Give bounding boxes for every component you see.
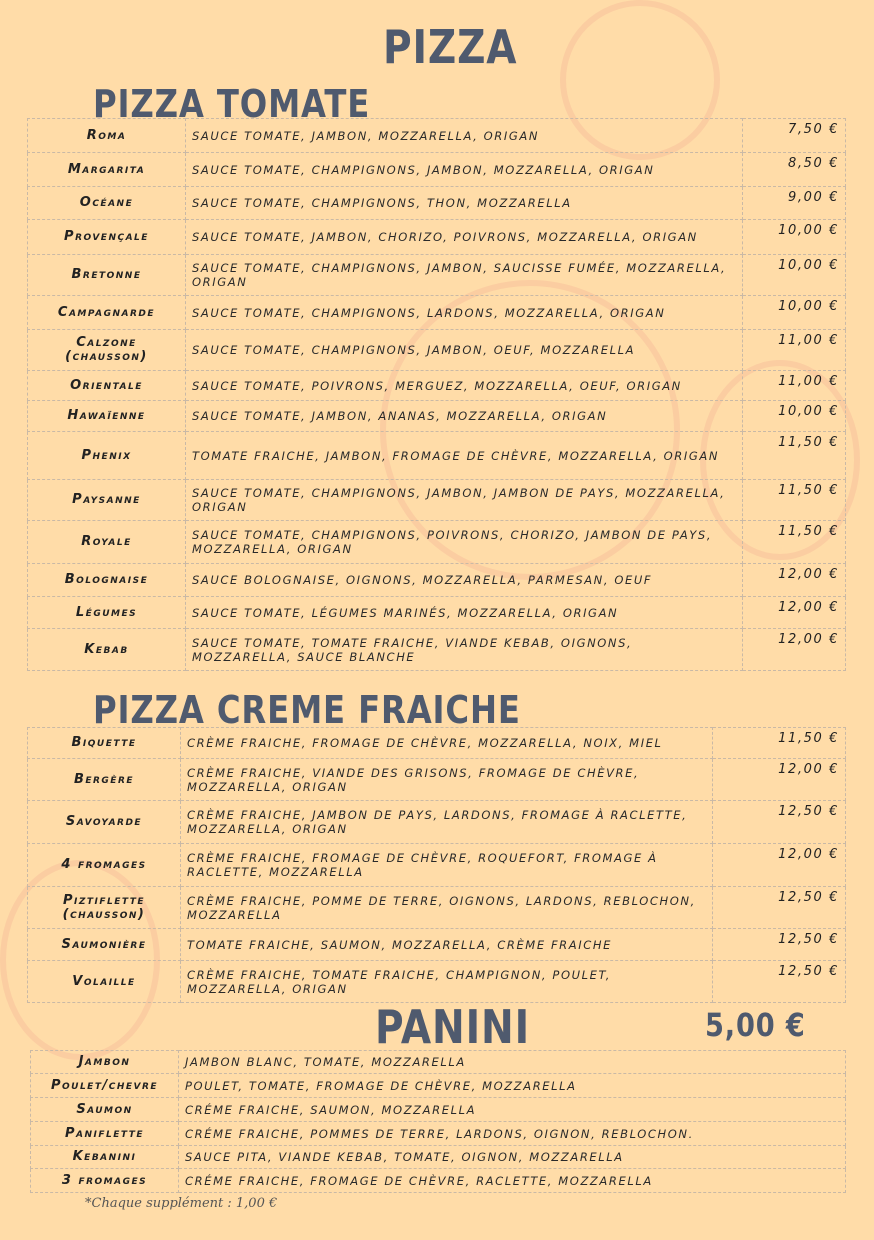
menu-row — [28, 929, 846, 961]
menu-row — [28, 330, 846, 371]
item-price: 11,50 € — [743, 521, 846, 564]
item-description: TOMATE FRAICHE, SAUMON, MOZZARELLA, CRÈME FRAICHE — [181, 929, 713, 961]
item-description: CRÈME FRAICHE, JAMBON DE PAYS, LARDONS, FROMAGE À RACLETTE, MOZZARELLA, ORIGAN — [181, 801, 713, 844]
item-price: 12,50 € — [713, 801, 846, 844]
item-name: Saumon — [31, 1098, 179, 1122]
item-description: CRÉME FRAICHE, SAUMON, MOZZARELLA — [179, 1098, 846, 1122]
item-name: Orientale — [28, 371, 186, 401]
item-description: SAUCE BOLOGNAISE, OIGNONS, MOZZARELLA, PARMESAN, OEUF — [186, 564, 743, 597]
item-price: 10,00 € — [743, 220, 846, 255]
menu-row — [28, 187, 846, 220]
item-name: Bolognaise — [28, 564, 186, 597]
menu-row — [28, 564, 846, 597]
item-description: SAUCE TOMATE, POIVRONS, MERGUEZ, MOZZARELLA, OEUF, ORIGAN — [186, 371, 743, 401]
item-name: Poulet/chevre — [31, 1074, 179, 1098]
item-name: Saumonière — [28, 929, 181, 961]
item-description: CRÈME FRAICHE, VIANDE DES GRISONS, FROMAGE DE CHÈVRE, MOZZARELLA, ORIGAN — [181, 759, 713, 801]
menu-row — [28, 728, 846, 759]
item-name: Légumes — [28, 597, 186, 629]
item-description: SAUCE TOMATE, JAMBON, CHORIZO, POIVRONS, MOZZARELLA, ORIGAN — [186, 220, 743, 255]
item-name: Kebanini — [31, 1146, 179, 1169]
menu-row — [28, 887, 846, 929]
item-name: Océane — [28, 187, 186, 220]
item-price: 11,00 € — [743, 330, 846, 371]
item-description: SAUCE TOMATE, CHAMPIGNONS, JAMBON, OEUF, MOZZARELLA — [186, 330, 743, 371]
item-price: 11,00 € — [743, 371, 846, 401]
pizza-creme-table — [27, 727, 846, 1003]
item-name: Volaille — [28, 961, 181, 1003]
menu-row — [28, 401, 846, 432]
item-description: CRÈME FRAICHE, FROMAGE DE CHÈVRE, ROQUEFORT, FROMAGE À RACLETTE, MOZZARELLA — [181, 844, 713, 887]
item-name: 4 fromages — [28, 844, 181, 887]
item-description: SAUCE TOMATE, CHAMPIGNONS, JAMBON, MOZZARELLA, ORIGAN — [186, 153, 743, 187]
item-name: Bretonne — [28, 255, 186, 296]
item-name: Paysanne — [28, 480, 186, 521]
item-name: Biquette — [28, 728, 181, 759]
menu-row — [28, 153, 846, 187]
item-price: 12,00 € — [713, 844, 846, 887]
item-price: 10,00 € — [743, 401, 846, 432]
menu-row — [31, 1098, 846, 1122]
item-name: Hawaïenne — [28, 401, 186, 432]
item-description: CRÈME FRAICHE, FROMAGE DE CHÈVRE, MOZZARELLA, NOIX, MIEL — [181, 728, 713, 759]
item-description: SAUCE TOMATE, CHAMPIGNONS, JAMBON, SAUCISSE FUMÉE, MOZZARELLA, ORIGAN — [186, 255, 743, 296]
menu-row — [28, 296, 846, 330]
item-name: 3 fromages — [31, 1169, 179, 1193]
item-price: 11,50 € — [713, 728, 846, 759]
item-name: Phenix — [28, 432, 186, 480]
item-description: SAUCE TOMATE, LÉGUMES MARINÉS, MOZZARELLA, ORIGAN — [186, 597, 743, 629]
pizza-tomate-table — [27, 118, 846, 671]
menu-row — [28, 220, 846, 255]
item-name: Margarita — [28, 153, 186, 187]
item-price: 12,00 € — [743, 629, 846, 671]
item-description: SAUCE TOMATE, CHAMPIGNONS, JAMBON, JAMBON DE PAYS, MOZZARELLA, ORIGAN — [186, 480, 743, 521]
item-name: Paniflette — [31, 1122, 179, 1146]
menu-row — [28, 844, 846, 887]
item-name: Savoyarde — [28, 801, 181, 844]
menu-row — [28, 597, 846, 629]
menu-row — [28, 255, 846, 296]
item-description: CRÈME FRAICHE, POMME DE TERRE, OIGNONS, LARDONS, REBLOCHON, MOZZARELLA — [181, 887, 713, 929]
item-description: SAUCE TOMATE, TOMATE FRAICHE, VIANDE KEBAB, OIGNONS, MOZZARELLA, SAUCE BLANCHE — [186, 629, 743, 671]
item-price: 8,50 € — [743, 153, 846, 187]
menu-row — [28, 961, 846, 1003]
item-description: POULET, TOMATE, FROMAGE DE CHÈVRE, MOZZARELLA — [179, 1074, 846, 1098]
panini-table — [30, 1050, 846, 1193]
item-price: 12,00 € — [743, 597, 846, 629]
item-price: 10,00 € — [743, 255, 846, 296]
section-title-tomate: PIZZA TOMATE — [93, 82, 371, 126]
menu-row — [28, 521, 846, 564]
item-name: Campagnarde — [28, 296, 186, 330]
menu-row — [28, 629, 846, 671]
menu-row — [28, 801, 846, 844]
item-name: Bergère — [28, 759, 181, 801]
item-name: Royale — [28, 521, 186, 564]
item-description: CRÉME FRAICHE, FROMAGE DE CHÈVRE, RACLETTE, MOZZARELLA — [179, 1169, 846, 1193]
item-description: CRÉME FRAICHE, POMMES DE TERRE, LARDONS, OIGNON, REBLOCHON. — [179, 1122, 846, 1146]
item-price: 12,00 € — [713, 759, 846, 801]
section-title-panini: PANINI — [375, 1000, 530, 1054]
section-title-creme: PIZZA CREME FRAICHE — [93, 688, 521, 732]
item-description: SAUCE TOMATE, JAMBON, MOZZARELLA, ORIGAN — [186, 119, 743, 153]
menu-row — [31, 1169, 846, 1193]
item-description: TOMATE FRAICHE, JAMBON, FROMAGE DE CHÈVRE, MOZZARELLA, ORIGAN — [186, 432, 743, 480]
item-price: 12,50 € — [713, 929, 846, 961]
menu-row — [28, 119, 846, 153]
menu-row — [28, 371, 846, 401]
panini-price: 5,00 € — [705, 1006, 806, 1044]
item-name: Kebab — [28, 629, 186, 671]
item-name: Roma — [28, 119, 186, 153]
item-price: 12,50 € — [713, 961, 846, 1003]
item-description: CRÈME FRAICHE, TOMATE FRAICHE, CHAMPIGNON, POULET, MOZZARELLA, ORIGAN — [181, 961, 713, 1003]
item-description: SAUCE PITA, VIANDE KEBAB, TOMATE, OIGNON, MOZZARELLA — [179, 1146, 846, 1169]
item-description: JAMBON BLANC, TOMATE, MOZZARELLA — [179, 1051, 846, 1074]
supplement-note: *Chaque supplément : 1,00 € — [85, 1196, 278, 1211]
page-title: PIZZA — [383, 20, 518, 74]
item-name: Calzone (chausson) — [28, 330, 186, 371]
item-price: 10,00 € — [743, 296, 846, 330]
item-name: Provençale — [28, 220, 186, 255]
menu-row — [28, 759, 846, 801]
item-price: 11,50 € — [743, 480, 846, 521]
menu-row — [31, 1051, 846, 1074]
menu-row — [31, 1074, 846, 1098]
item-price: 7,50 € — [743, 119, 846, 153]
menu-row — [28, 432, 846, 480]
item-description: SAUCE TOMATE, CHAMPIGNONS, POIVRONS, CHORIZO, JAMBON DE PAYS, MOZZARELLA, ORIGAN — [186, 521, 743, 564]
menu-row — [28, 480, 846, 521]
item-description: SAUCE TOMATE, JAMBON, ANANAS, MOZZARELLA, ORIGAN — [186, 401, 743, 432]
item-price: 12,50 € — [713, 887, 846, 929]
menu-row — [31, 1122, 846, 1146]
item-name: Piztiflette (chausson) — [28, 887, 181, 929]
item-description: SAUCE TOMATE, CHAMPIGNONS, THON, MOZZARELLA — [186, 187, 743, 220]
item-price: 12,00 € — [743, 564, 846, 597]
menu-row — [31, 1146, 846, 1169]
item-description: SAUCE TOMATE, CHAMPIGNONS, LARDONS, MOZZARELLA, ORIGAN — [186, 296, 743, 330]
item-price: 11,50 € — [743, 432, 846, 480]
item-name: Jambon — [31, 1051, 179, 1074]
item-price: 9,00 € — [743, 187, 846, 220]
